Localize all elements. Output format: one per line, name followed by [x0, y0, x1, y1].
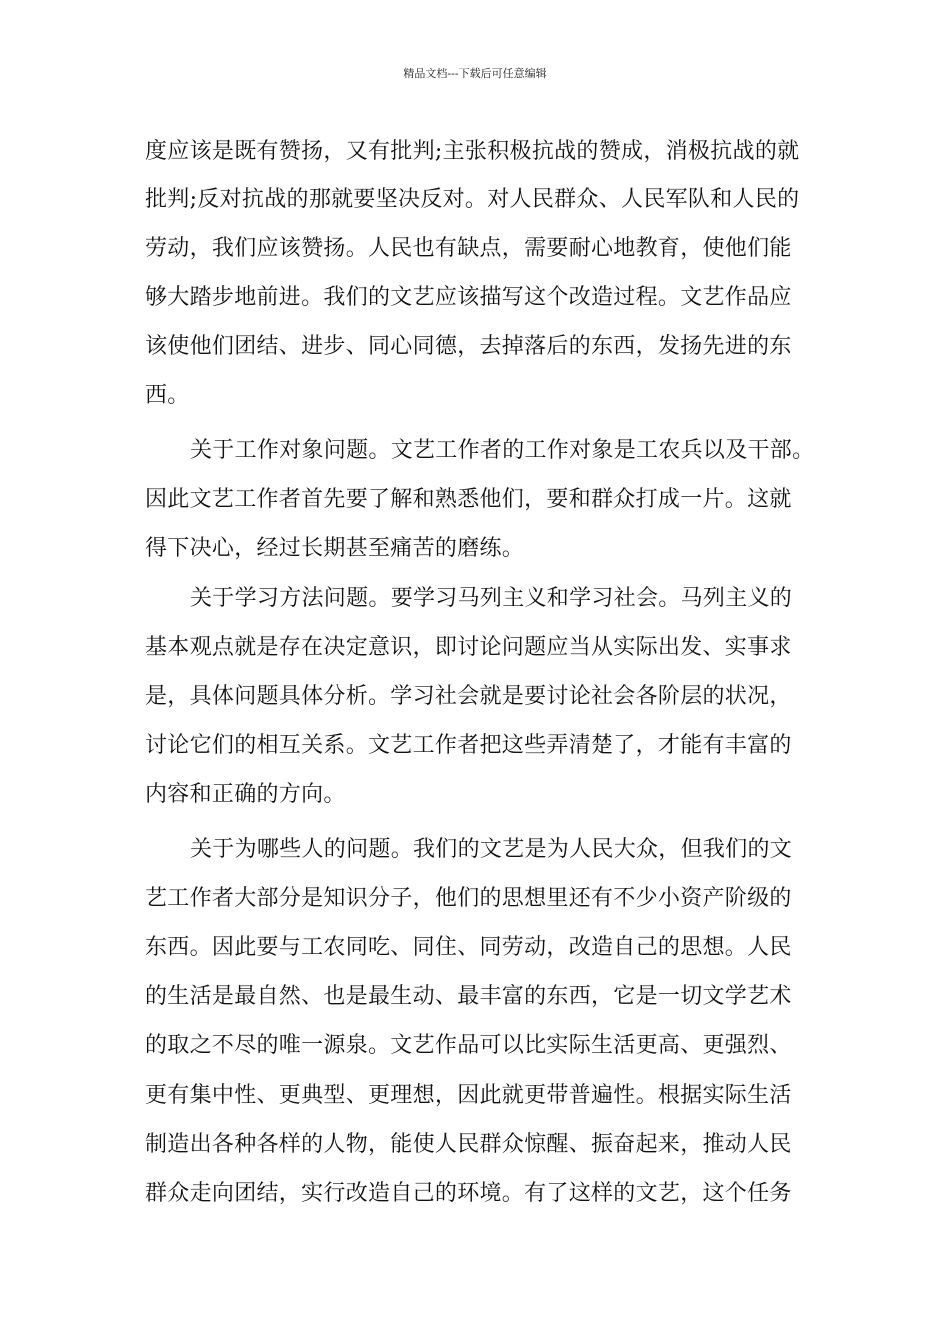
text-line: 批判;反对抗战的那就要坚决反对。对人民群众、人民军队和人民的 — [145, 187, 800, 212]
paragraph-first-line: 关于学习方法问题。要学习马列主义和学习社会。马列主义的 — [190, 586, 793, 611]
text-line: 讨论它们的相互关系。文艺工作者把这些弄清楚了，才能有丰富的 — [145, 733, 792, 758]
text-line: 更有集中性、更典型、更理想，因此就更带普遍性。根据实际生活 — [145, 1083, 792, 1108]
text-line: 够大踏步地前进。我们的文艺应该描写这个改造过程。文艺作品应 — [145, 285, 792, 310]
text-line: 因此文艺工作者首先要了解和熟悉他们，要和群众打成一片。这就 — [145, 487, 792, 512]
text-line: 劳动，我们应该赞扬。人民也有缺点，需要耐心地教育，使他们能 — [145, 236, 792, 261]
text-line: 西。 — [145, 383, 190, 408]
text-line: 的取之不尽的唯一源泉。文艺作品可以比实际生活更高、更强烈、 — [145, 1033, 792, 1058]
text-line: 是，具体问题具体分析。学习社会就是要讨论社会各阶层的状况， — [145, 684, 792, 709]
text-line: 该使他们团结、进步、同心同德，去掉落后的东西，发扬先进的东 — [145, 334, 792, 359]
text-line: 东西。因此要与工农同吃、同住、同劳动，改造自己的思想。人民 — [145, 935, 792, 960]
text-line: 群众走向团结，实行改造自己的环境。有了这样的文艺，这个任务 — [145, 1181, 792, 1206]
text-line: 基本观点就是存在决定意识，即讨论问题应当从实际出发、实事求 — [145, 635, 792, 660]
text-line: 得下决心，经过长期甚至痛苦的磨练。 — [145, 536, 525, 561]
paragraph-first-line: 关于工作对象问题。文艺工作者的工作对象是工农兵以及干部。 — [190, 438, 815, 463]
text-line: 度应该是既有赞扬，又有批判;主张积极抗战的赞成，消极抗战的就 — [145, 139, 800, 164]
text-line: 制造出各种各样的人物，能使人民群众惊醒、振奋起来，推动人民 — [145, 1132, 792, 1157]
paragraph-first-line: 关于为哪些人的问题。我们的文艺是为人民大众，但我们的文 — [190, 837, 793, 862]
page-header: 精品文档---下载后可任意编辑 — [403, 67, 547, 80]
text-line: 艺工作者大部分是知识分子，他们的思想里还有不少小资产阶级的 — [145, 886, 792, 911]
text-line: 的生活是最自然、也是最生动、最丰富的东西，它是一切文学艺术 — [145, 984, 792, 1009]
text-line: 内容和正确的方向。 — [145, 782, 346, 807]
